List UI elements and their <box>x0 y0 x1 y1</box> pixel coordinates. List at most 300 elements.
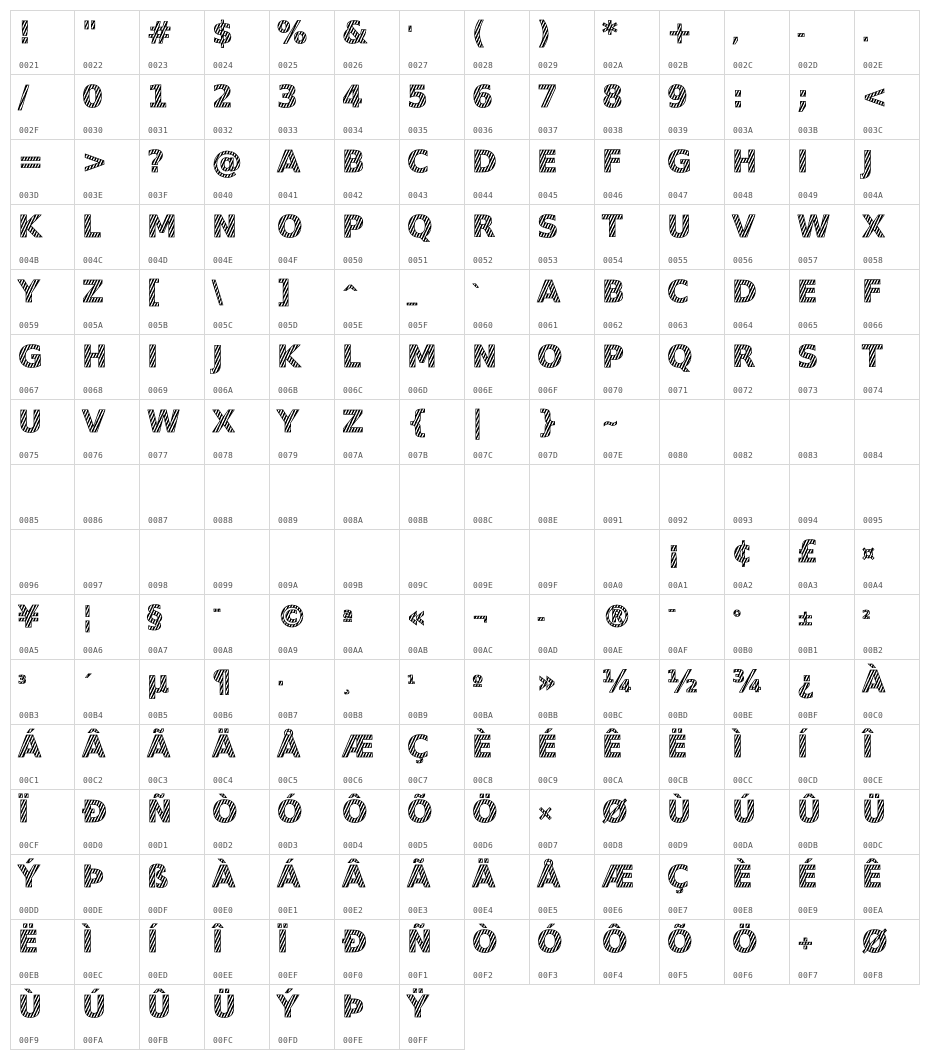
glyph-code: 003D <box>19 191 40 200</box>
glyph-code: 0072 <box>733 386 754 395</box>
glyph-code: 0062 <box>603 321 624 330</box>
glyph-char: Ñ <box>407 923 432 963</box>
glyph-char: ¹ <box>407 663 416 703</box>
glyph-cell <box>10 985 75 1050</box>
glyph-code: 0048 <box>733 191 754 200</box>
glyph-char: Þ <box>342 988 364 1028</box>
glyph-code: 00C6 <box>343 776 364 785</box>
glyph-code: 0088 <box>213 516 234 525</box>
glyph-cell <box>10 530 75 595</box>
glyph-code: 00E1 <box>278 906 299 915</box>
glyph-code: 0059 <box>19 321 40 330</box>
glyph-char: R <box>732 338 755 378</box>
glyph-code: 00D7 <box>538 841 559 850</box>
glyph-char: 6 <box>472 78 493 118</box>
glyph-code: 0098 <box>148 581 169 590</box>
glyph-char: \ <box>212 273 223 313</box>
glyph-code: 0024 <box>213 61 234 70</box>
glyph-cell <box>855 855 920 920</box>
glyph-cell <box>335 985 400 1050</box>
glyph-cell <box>465 400 530 465</box>
glyph-code: 008A <box>343 516 364 525</box>
glyph-char: Ë <box>667 728 688 768</box>
glyph-code: 00A5 <box>19 646 40 655</box>
glyph-code: 0084 <box>863 451 884 460</box>
glyph-char: Ã <box>147 728 170 768</box>
glyph-cell <box>10 205 75 270</box>
glyph-code: 0057 <box>798 256 819 265</box>
glyph-cell <box>205 530 270 595</box>
glyph-code: 00CD <box>798 776 819 785</box>
glyph-char: Þ <box>82 858 104 898</box>
glyph-cell <box>75 140 140 205</box>
glyph-char: N <box>212 208 237 248</box>
glyph-cell <box>75 400 140 465</box>
glyph-char: { <box>407 403 428 443</box>
glyph-code: 00C0 <box>863 711 884 720</box>
glyph-char: 3 <box>277 78 298 118</box>
glyph-cell <box>595 530 660 595</box>
glyph-cell <box>140 725 205 790</box>
glyph-cell <box>270 855 335 920</box>
glyph-code: 002E <box>863 61 884 70</box>
glyph-cell <box>140 660 205 725</box>
glyph-char: 9 <box>667 78 688 118</box>
glyph-cell <box>855 920 920 985</box>
glyph-code: 0092 <box>668 516 689 525</box>
glyph-cell <box>660 595 725 660</box>
glyph-cell <box>335 465 400 530</box>
glyph-char: Ö <box>472 793 498 833</box>
glyph-code: 006A <box>213 386 234 395</box>
glyph-code: 004D <box>148 256 169 265</box>
glyph-code: 00BD <box>668 711 689 720</box>
glyph-char: Õ <box>407 793 433 833</box>
glyph-char: Ø <box>862 923 888 963</box>
glyph-cell <box>140 75 205 140</box>
glyph-char: D <box>732 273 757 313</box>
glyph-char: P <box>602 338 624 378</box>
glyph-char: ¨ <box>212 598 222 638</box>
glyph-char: A <box>277 143 300 183</box>
glyph-char: 0 <box>82 78 103 118</box>
glyph-char: Ì <box>82 923 93 963</box>
glyph-cell <box>855 335 920 400</box>
glyph-code: 0060 <box>473 321 494 330</box>
glyph-cell <box>725 855 790 920</box>
glyph-cell <box>10 400 75 465</box>
glyph-cell <box>660 10 725 75</box>
glyph-cell <box>400 270 465 335</box>
glyph-cell <box>595 140 660 205</box>
glyph-code: 0053 <box>538 256 559 265</box>
glyph-cell <box>270 75 335 140</box>
glyph-code: 0069 <box>148 386 169 395</box>
glyph-cell <box>790 335 855 400</box>
glyph-code: 00EE <box>213 971 234 980</box>
glyph-char: µ <box>147 663 169 703</box>
glyph-char: ] <box>277 273 291 313</box>
glyph-cell <box>140 205 205 270</box>
glyph-code: 006D <box>408 386 429 395</box>
glyph-char: Z <box>82 273 104 313</box>
glyph-cell <box>855 270 920 335</box>
glyph-char: ^ <box>342 273 359 313</box>
glyph-cell <box>10 140 75 205</box>
glyph-code: 0063 <box>668 321 689 330</box>
glyph-char: Ô <box>342 793 368 833</box>
glyph-cell <box>790 530 855 595</box>
glyph-code: 0089 <box>278 516 299 525</box>
glyph-cell <box>530 75 595 140</box>
glyph-char: È <box>732 858 753 898</box>
glyph-code: 00A4 <box>863 581 884 590</box>
glyph-char: A <box>537 273 560 313</box>
glyph-cell <box>10 855 75 920</box>
glyph-cell <box>335 530 400 595</box>
glyph-cell <box>855 75 920 140</box>
glyph-cell <box>530 530 595 595</box>
glyph-char: Ç <box>407 728 429 768</box>
glyph-cell <box>335 10 400 75</box>
glyph-char: ² <box>862 598 871 638</box>
glyph-code: 00E5 <box>538 906 559 915</box>
glyph-code: 00DF <box>148 906 169 915</box>
glyph-char: # <box>147 14 172 54</box>
glyph-code: 00EA <box>863 906 884 915</box>
glyph-code: 0083 <box>798 451 819 460</box>
glyph-code: 007A <box>343 451 364 460</box>
glyph-char: B <box>602 273 625 313</box>
glyph-code: 0064 <box>733 321 754 330</box>
glyph-code: 0066 <box>863 321 884 330</box>
glyph-cell <box>595 790 660 855</box>
glyph-char: L <box>342 338 361 378</box>
glyph-code: 00CA <box>603 776 624 785</box>
glyph-cell <box>530 335 595 400</box>
glyph-char: ¿ <box>797 663 814 703</box>
glyph-code: 003C <box>863 126 884 135</box>
glyph-code: 00D4 <box>343 841 364 850</box>
glyph-code: 003B <box>798 126 819 135</box>
glyph-cell <box>855 725 920 790</box>
glyph-cell <box>465 75 530 140</box>
glyph-cell <box>270 10 335 75</box>
glyph-code: 0049 <box>798 191 819 200</box>
glyph-code: 00F0 <box>343 971 364 980</box>
glyph-cell <box>855 205 920 270</box>
glyph-char: Ú <box>732 793 756 833</box>
glyph-cell <box>75 595 140 660</box>
glyph-code: 00D1 <box>148 841 169 850</box>
glyph-code: 00B6 <box>213 711 234 720</box>
glyph-code: 00D9 <box>668 841 689 850</box>
glyph-char: W <box>797 208 830 248</box>
glyph-code: 007C <box>473 451 494 460</box>
glyph-code: 002D <box>798 61 819 70</box>
glyph-char: Ÿ <box>407 988 429 1028</box>
glyph-code: 0091 <box>603 516 624 525</box>
glyph-code: 0082 <box>733 451 754 460</box>
glyph-code: 00F8 <box>863 971 884 980</box>
glyph-cell <box>855 400 920 465</box>
glyph-cell <box>10 920 75 985</box>
glyph-char: = <box>18 143 43 183</box>
glyph-code: 00B3 <box>19 711 40 720</box>
glyph-char: ¬ <box>472 598 489 638</box>
glyph-cell <box>335 270 400 335</box>
glyph-char: L <box>82 208 101 248</box>
glyph-char: Ð <box>342 923 367 963</box>
glyph-char: U <box>667 208 691 248</box>
glyph-code: 00D6 <box>473 841 494 850</box>
glyph-code: 0052 <box>473 256 494 265</box>
glyph-code: 0025 <box>278 61 299 70</box>
glyph-code: 0046 <box>603 191 624 200</box>
glyph-cell <box>660 335 725 400</box>
glyph-code: 00A3 <box>798 581 819 590</box>
glyph-code: 003A <box>733 126 754 135</box>
glyph-char: Ý <box>18 858 40 898</box>
glyph-cell <box>335 920 400 985</box>
glyph-char: ¤ <box>862 533 875 573</box>
glyph-char: ~ <box>602 403 619 443</box>
glyph-char: ¸ <box>342 663 352 703</box>
glyph-code: 007E <box>603 451 624 460</box>
glyph-cell <box>660 660 725 725</box>
glyph-cell <box>400 790 465 855</box>
glyph-cell <box>465 920 530 985</box>
glyph-char: ° <box>732 598 742 638</box>
glyph-code: 0097 <box>83 581 104 590</box>
glyph-cell <box>595 335 660 400</box>
glyph-code: 0050 <box>343 256 364 265</box>
glyph-code: 0037 <box>538 126 559 135</box>
glyph-cell <box>530 725 595 790</box>
glyph-code: 0041 <box>278 191 299 200</box>
glyph-code: 00BE <box>733 711 754 720</box>
glyph-code: 004C <box>83 256 104 265</box>
glyph-cell <box>140 985 205 1050</box>
glyph-code: 0026 <box>343 61 364 70</box>
glyph-char: * <box>602 14 618 54</box>
glyph-char: À <box>862 663 885 703</box>
glyph-code: 002C <box>733 61 754 70</box>
glyph-cell <box>660 530 725 595</box>
glyph-char: Ë <box>18 923 39 963</box>
glyph-code: 00C9 <box>538 776 559 785</box>
glyph-cell <box>595 465 660 530</box>
glyph-code: 00AD <box>538 646 559 655</box>
glyph-char: Ð <box>82 793 107 833</box>
glyph-code: 00B1 <box>798 646 819 655</box>
glyph-cell <box>140 530 205 595</box>
glyph-char: ` <box>472 273 482 313</box>
glyph-char: º <box>472 663 483 703</box>
glyph-cell <box>205 985 270 1050</box>
glyph-char: 8 <box>602 78 623 118</box>
glyph-char: ! <box>18 14 32 54</box>
glyph-cell <box>725 725 790 790</box>
glyph-cell <box>855 790 920 855</box>
glyph-char: _ <box>407 273 417 313</box>
glyph-code: 005D <box>278 321 299 330</box>
glyph-code: 0095 <box>863 516 884 525</box>
glyph-cell <box>660 790 725 855</box>
glyph-char: J <box>212 338 223 378</box>
glyph-char: U <box>18 403 42 443</box>
glyph-code: 00DD <box>19 906 40 915</box>
glyph-cell <box>270 790 335 855</box>
glyph-cell <box>205 660 270 725</box>
glyph-code: 00EC <box>83 971 104 980</box>
glyph-char: Õ <box>667 923 693 963</box>
glyph-code: 00E9 <box>798 906 819 915</box>
glyph-cell <box>75 660 140 725</box>
glyph-cell <box>790 465 855 530</box>
glyph-cell <box>790 725 855 790</box>
glyph-cell <box>270 270 335 335</box>
glyph-code: 006C <box>343 386 364 395</box>
glyph-char: Ü <box>862 793 886 833</box>
glyph-cell <box>660 465 725 530</box>
glyph-code: 00B9 <box>408 711 429 720</box>
glyph-cell <box>400 140 465 205</box>
glyph-code: 0051 <box>408 256 429 265</box>
glyph-cell <box>400 205 465 270</box>
glyph-char: T <box>602 208 622 248</box>
glyph-cell <box>660 725 725 790</box>
glyph-char: D <box>472 143 497 183</box>
glyph-cell <box>790 660 855 725</box>
glyph-char: © <box>277 598 307 638</box>
glyph-cell <box>10 10 75 75</box>
glyph-code: 004B <box>19 256 40 265</box>
glyph-cell <box>140 10 205 75</box>
glyph-char: H <box>82 338 107 378</box>
glyph-char: V <box>732 208 755 248</box>
glyph-code: 00D0 <box>83 841 104 850</box>
glyph-cell <box>530 920 595 985</box>
glyph-char: ; <box>797 78 809 118</box>
glyph-char: ( <box>472 14 486 54</box>
glyph-char: Ã <box>407 858 430 898</box>
glyph-code: 00C5 <box>278 776 299 785</box>
glyph-char: E <box>537 143 558 183</box>
glyph-cell <box>465 790 530 855</box>
glyph-code: 0047 <box>668 191 689 200</box>
glyph-code: 00F4 <box>603 971 624 980</box>
glyph-cell <box>595 400 660 465</box>
glyph-cell <box>725 270 790 335</box>
glyph-code: 0022 <box>83 61 104 70</box>
glyph-cell <box>530 660 595 725</box>
glyph-cell <box>400 595 465 660</box>
glyph-cell <box>790 205 855 270</box>
glyph-cell <box>855 10 920 75</box>
glyph-code: 004F <box>278 256 299 265</box>
glyph-code: 0033 <box>278 126 299 135</box>
glyph-cell <box>790 790 855 855</box>
glyph-code: 00F7 <box>798 971 819 980</box>
glyph-char: F <box>862 273 883 313</box>
glyph-char: ¥ <box>18 598 39 638</box>
glyph-cell <box>270 465 335 530</box>
glyph-code: 00FF <box>408 1036 429 1045</box>
glyph-code: 003F <box>148 191 169 200</box>
glyph-code: 00E3 <box>408 906 429 915</box>
glyph-char: G <box>18 338 43 378</box>
glyph-code: 00CF <box>19 841 40 850</box>
glyph-cell <box>140 140 205 205</box>
glyph-char: Ù <box>667 793 691 833</box>
glyph-code: 00B5 <box>148 711 169 720</box>
glyph-cell <box>790 855 855 920</box>
glyph-char: 4 <box>342 78 363 118</box>
glyph-code: 006B <box>278 386 299 395</box>
glyph-code: 00E0 <box>213 906 234 915</box>
glyph-cell <box>855 595 920 660</box>
glyph-code: 0054 <box>603 256 624 265</box>
glyph-cell <box>75 205 140 270</box>
glyph-cell <box>140 270 205 335</box>
glyph-cell <box>595 75 660 140</box>
glyph-cell <box>10 725 75 790</box>
glyph-code: 005C <box>213 321 234 330</box>
glyph-char: » <box>537 663 556 703</box>
glyph-char: Â <box>342 858 365 898</box>
glyph-cell <box>595 270 660 335</box>
glyph-code: 005B <box>148 321 169 330</box>
glyph-cell <box>530 595 595 660</box>
glyph-code: 0077 <box>148 451 169 460</box>
glyph-cell <box>140 400 205 465</box>
glyph-code: 0032 <box>213 126 234 135</box>
glyph-cell <box>10 660 75 725</box>
glyph-code: 0075 <box>19 451 40 460</box>
glyph-code: 00A1 <box>668 581 689 590</box>
glyph-char: - <box>797 14 805 54</box>
glyph-cell <box>660 270 725 335</box>
glyph-cell <box>790 920 855 985</box>
glyph-cell <box>400 335 465 400</box>
glyph-cell <box>400 10 465 75</box>
glyph-code: 005E <box>343 321 364 330</box>
glyph-cell <box>205 725 270 790</box>
glyph-cell <box>75 75 140 140</box>
glyph-cell <box>140 855 205 920</box>
glyph-cell <box>335 790 400 855</box>
glyph-char: F <box>602 143 623 183</box>
glyph-code: 0073 <box>798 386 819 395</box>
glyph-cell <box>335 595 400 660</box>
glyph-code: 009A <box>278 581 299 590</box>
glyph-cell <box>400 75 465 140</box>
glyph-code: 00F2 <box>473 971 494 980</box>
glyph-char: ® <box>602 598 632 638</box>
glyph-cell <box>465 140 530 205</box>
glyph-cell <box>595 10 660 75</box>
glyph-cell <box>530 465 595 530</box>
glyph-cell <box>465 270 530 335</box>
glyph-cell <box>790 400 855 465</box>
glyph-char: ¡ <box>667 533 681 573</box>
glyph-code: 00A7 <box>148 646 169 655</box>
glyph-code: 0028 <box>473 61 494 70</box>
glyph-cell <box>270 985 335 1050</box>
glyph-cell <box>595 725 660 790</box>
glyph-cell <box>400 400 465 465</box>
